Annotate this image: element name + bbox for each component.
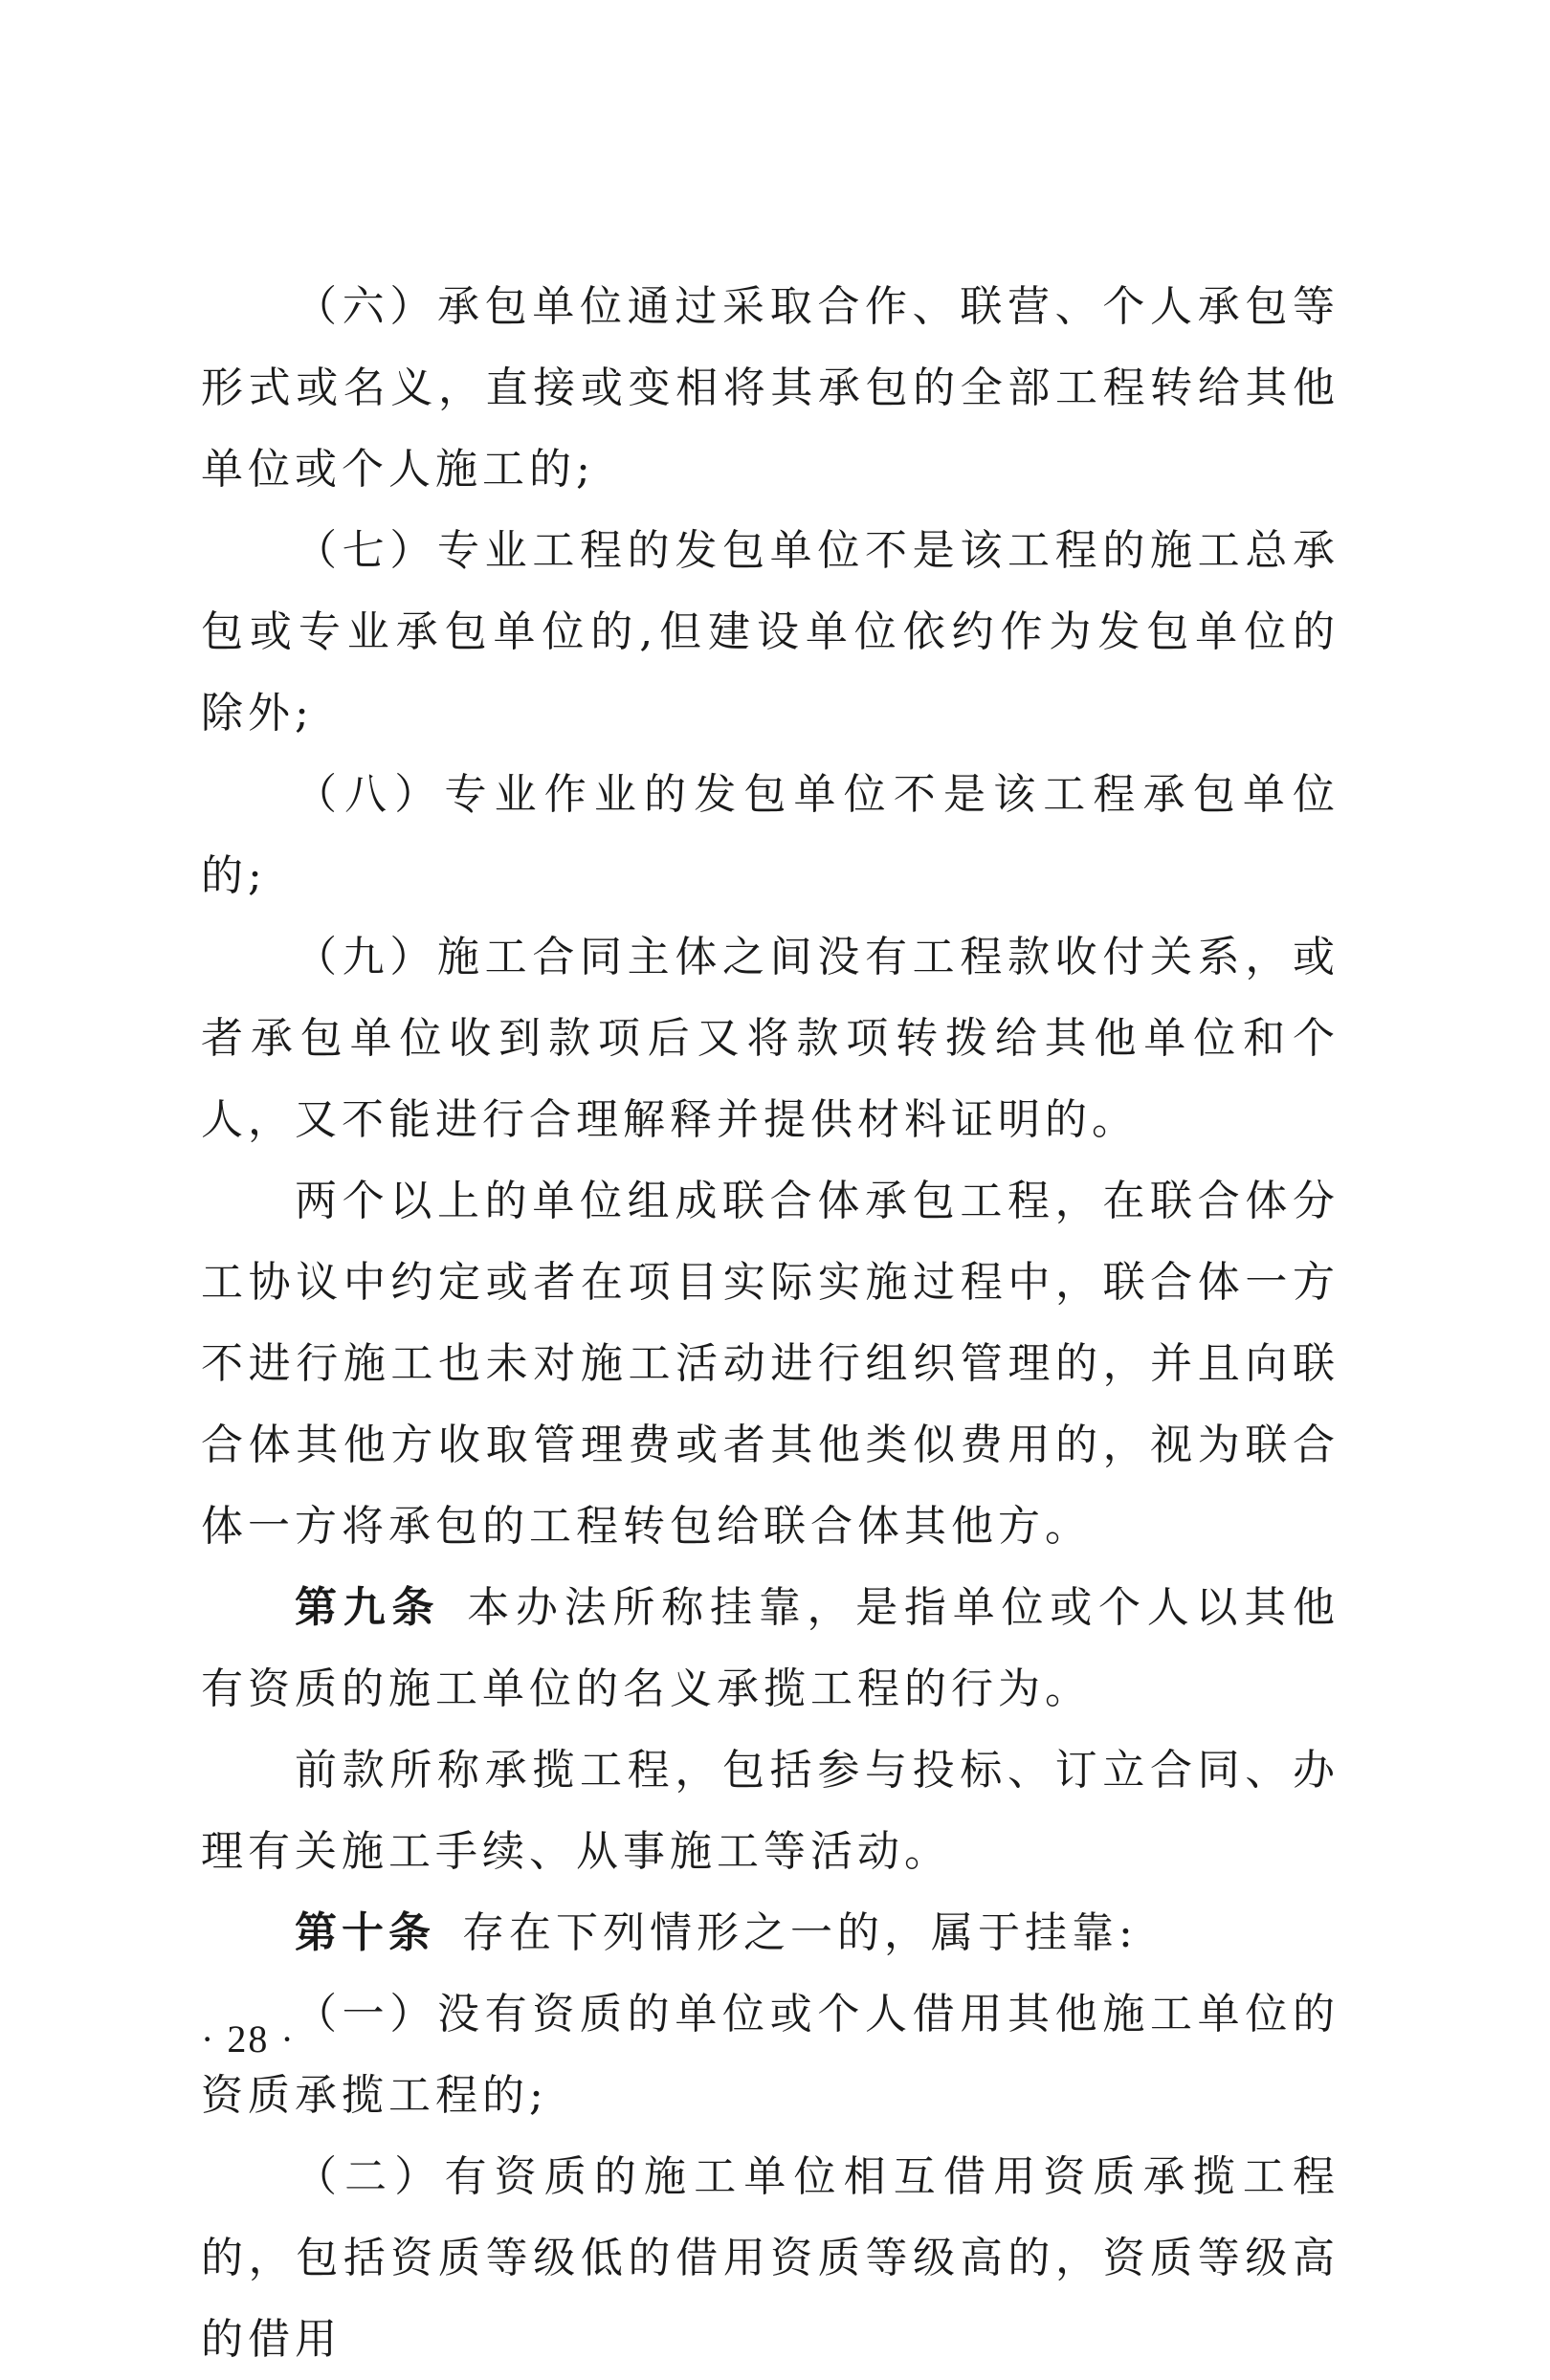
paragraph: （七）专业工程的发包单位不是该工程的施工总承包或专业承包单位的,但建设单位依约作为发包单位的除外; <box>201 526 1340 738</box>
paragraph: （六）承包单位通过采取合作、联营、个人承包等形式或名义，直接或变相将其承包的全部工程转给其他单位或个人施工的; <box>201 282 1340 494</box>
article-paragraph: 第十条 存在下列情形之一的，属于挂靠: <box>295 1908 1138 1957</box>
paragraph: （一）没有资质的单位或个人借用其他施工单位的资质承揽工程的; <box>201 1990 1340 2120</box>
document-body <box>201 266 1340 2380</box>
paragraph: （九）施工合同主体之间没有工程款收付关系，或者承包单位收到款项后又将款项转拨给其他单位和个人，又不能进行合理解释并提供材料证明的。 <box>201 933 1340 1144</box>
paragraph: 前款所称承揽工程，包括参与投标、订立合同、办理有关施工手续、从事施工等活动。 <box>201 1746 1340 1876</box>
page-number: · 28 · <box>201 2017 296 2060</box>
paragraph: 两个以上的单位组成联合体承包工程，在联合体分工协议中约定或者在项目实际实施过程中，联合体一方不进行施工也未对施工活动进行组织管理的，并且向联合体其他方收取管理费或者其他类似费用的，视为联合体一方将承包的工程转包给联合体其他方。 <box>201 1177 1340 1551</box>
paragraph: （八）专业作业的发包单位不是该工程承包单位的; <box>201 770 1340 900</box>
article-paragraph: 第九条 本办法所称挂靠，是指单位或个人以其他有资质的施工单位的名义承揽工程的行为。 <box>201 1583 1340 1713</box>
article-heading: 第十条 <box>295 1908 435 1957</box>
article-heading: 第九条 <box>295 1583 441 1632</box>
paragraph: （二）有资质的施工单位相互借用资质承揽工程的，包括资质等级低的借用资质等级高的，资质等级高的借用 <box>201 2152 1340 2364</box>
